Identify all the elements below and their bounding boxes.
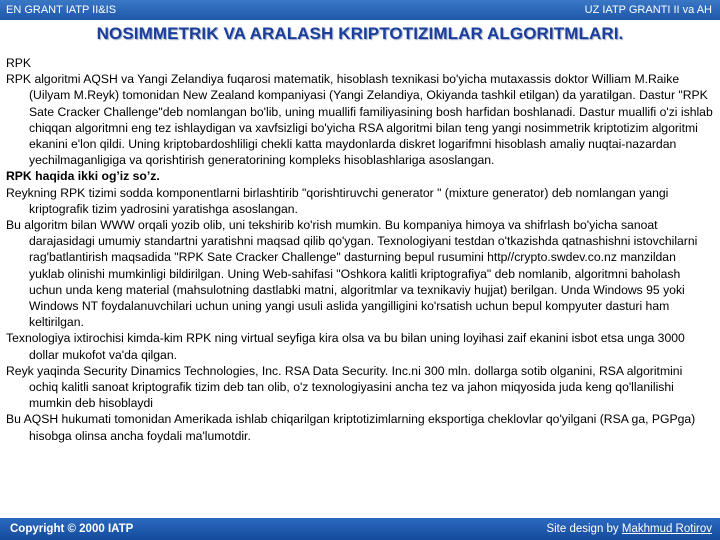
header-left-text: EN GRANT IATP II&IS [6, 4, 117, 16]
paragraph-reward: Texnologiya ixtirochisi kimda-kim RPK ning virtual seyfiga kira olsa va bu bilan uning loyihasi zaif ekanini isbot etsa unga 3000 dollar mukofot va'da qilgan. [6, 331, 685, 362]
page-title: NOSIMMETRIK VA ARALASH KRIPTOTIZIMLAR ALGORITMLARI. [96, 24, 624, 43]
paragraph-export-restrictions: Bu AQSH hukumati tomonidan Amerikada ishlab chiqarilgan kriptotizimlarning eksportiga cheklovlar qo'yilgani (RSA ga, PGPga) hisobga olinsa ancha foydali ma'lumotdir. [6, 412, 696, 443]
article-body [6, 55, 714, 444]
footer-bar [0, 518, 720, 540]
site-design-credit [546, 518, 712, 540]
section-heading-about: RPK haqida ikki og’iz so’z. [6, 169, 160, 184]
copyright-text: Copyright © 2000 IATP [10, 523, 134, 535]
paragraph-security-dynamics: Reyk yaqinda Security Dinamics Technologies, Inc. RSA Data Security. Inc.ni 300 mln. dollarga sotib olganini, RSA algoritmini ochiq kalitli sanoat kriptografik tizim deb tan olib, o'z texnologiyasini ancha tez va jahon miqyosida juda keng qo'llanilishi mumkin deb hisoblaydi [6, 363, 683, 411]
site-design-prefix: Site design by [546, 523, 622, 535]
paragraph-www-testing: Bu algoritm bilan WWW orqali yozib olib, uni tekshirib ko'rish mumkin. Bu kompaniya himoya va shifrlash bo'yicha sanoat darajasidagi umumiy standartni yaratishni maqsad qilib qo'ygan. Texnologiyani testdan o'tkazishda qatnashishni istovchilarni rag'batlantirish maqsadida "RPK Sate Cracker Challenge" dasturning bepul rusumini http//crypto.swdev.co.nz manzildan yuklab olinishi mumkinligi bildirilgan. Uning Web-sahifasi "Oshkora kalitli kriptografiya" deb nomlanib, algoritmni baholash uchun unda keng material (mahsulotning dastlabki matni, algoritmlar va texnikaviy hujjat) berilgan. Unda Windows 95 yoki Windows NT foydalanuvchilari uchun uning yangi usuli aslida yangilligini ko'rsatish uchun bepul kompyuter dasturi ham keltirilgan. [6, 218, 698, 330]
paragraph-rpk-intro: RPK algoritmi AQSH va Yangi Zelandiya fuqarosi matematik, hisoblash texnikasi bo'yicha mutaxassis doktor William M.Raike (Uilyam M.Reyk) tomonidan New Zealand kompaniyasi (Yangi Zelandiya, Okiyanda tashkil etilgan) da yaratilgan. Dastur "RPK Sate Cracker Challenge"deb nomlangan bo'lib, uning muallifi familiyasining bosh harfidan boshlanadi. Dastur muallifi o'zi ishlab chiqqan algoritmni eng tez ishlaydigan va xavfsizligi bo'yicha RSA algoritmi bilan teng yangi nosimmetrik kriptotizim algoritmi ekanini e'lon qildi. Uning kriptobardoshliligi chekli katta maydonlarda diskret logarifmni hisoblash amaliy nuqtai-nazardan yechilmaganligiga va qorishtirish generatorining kompleks hisoblashlariga asoslangan. [6, 72, 713, 168]
section-heading-rpk: RPK [6, 56, 32, 70]
designer-link[interactable]: Makhmud Rotirov [621, 523, 712, 535]
header-bar [0, 0, 720, 20]
header-right-text: UZ IATP GRANTI II va AH [584, 4, 712, 16]
paragraph-mixture-generator: Reykning RPK tizimi sodda komponentlarni birlashtirib "qorishtiruvchi generator " (mixture generator) deb nomlangan yangi kriptografik tizim yadrosini yaratishga asoslangan. [6, 185, 669, 216]
